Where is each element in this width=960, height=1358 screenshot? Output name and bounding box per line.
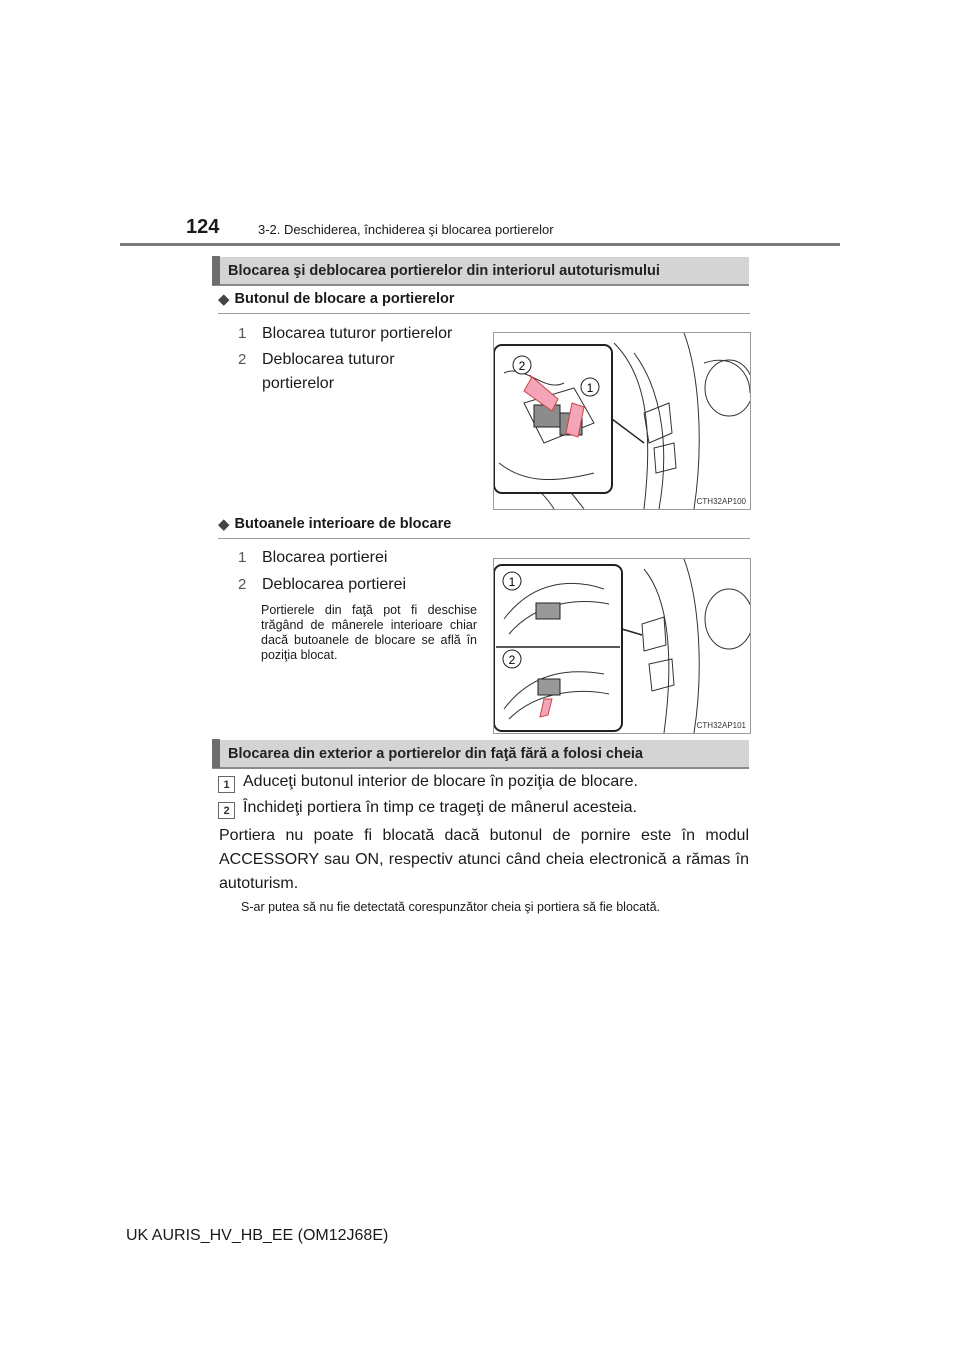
note-text: S-ar putea să nu fie detectată corespunzător cheia şi portiera să fie blocată. — [241, 900, 660, 914]
figure-lock-switch — [493, 332, 751, 510]
section-heading-outside-text: Blocarea din exterior a portierelor din faţă fără a folosi cheia — [228, 745, 643, 762]
list-item — [238, 546, 387, 570]
list-item — [238, 573, 406, 597]
section-title: 3-2. Deschiderea, închiderea şi blocarea portierelor — [258, 222, 554, 237]
list-item-text: Blocarea tuturor portierelor — [262, 325, 453, 342]
header-rule — [120, 243, 840, 246]
heading-marker — [212, 256, 220, 285]
step-number: 2 — [218, 802, 235, 819]
figure-code: CTH32AP100 — [696, 497, 746, 506]
step-text: Închideţi portiera în timp ce trageţi de mânerul acesteia. — [243, 799, 637, 816]
callout-number: 1 — [238, 325, 247, 342]
figure-code: CTH32AP101 — [696, 721, 746, 730]
footer-model: UK AURIS_HV_HB_EE (OM12J68E) — [126, 1227, 389, 1244]
subheading-lock-switch-text: Butonul de blocare a portierelor — [234, 291, 455, 307]
subheading-lock-buttons — [218, 515, 451, 533]
door-lock-switch-illustration — [494, 333, 750, 509]
callout-one-label: 1 — [508, 575, 516, 589]
list-item — [238, 322, 452, 346]
figure-lock-buttons — [493, 558, 751, 734]
step-text: Aduceţi butonul interior de blocare în poziţia de blocare. — [243, 773, 638, 790]
subheading-rule — [218, 313, 750, 314]
callout-two-label: 2 — [508, 653, 516, 667]
callout-number: 2 — [238, 351, 247, 368]
list-item — [238, 348, 395, 396]
callout-one-label: 1 — [586, 381, 594, 395]
callout-number: 2 — [238, 576, 247, 593]
diamond-bullet-icon: ◆ — [218, 516, 230, 533]
list-item-text: Deblocarea portierei — [262, 576, 407, 593]
step-number: 1 — [218, 776, 235, 793]
page-number: 124 — [186, 216, 220, 238]
note-text: Portierele din faţă pot fi deschise trăgând de mânerele interioare chiar dacă butoanele de blocare se află în poziţia blocat. — [261, 603, 477, 662]
heading-marker — [212, 739, 220, 768]
subheading-lock-switch — [218, 290, 455, 308]
section-heading-inside-text: Blocarea şi deblocarea portierelor din interiorul autoturismului — [228, 262, 660, 279]
section-heading-outside — [212, 740, 749, 769]
subheading-rule — [218, 538, 750, 539]
diamond-bullet-icon: ◆ — [218, 291, 230, 308]
list-item-text: Blocarea portierei — [262, 549, 388, 566]
body-paragraph: Portiera nu poate fi blocată dacă butonul de pornire este în modul ACCESSORY sau ON, respectiv atunci când cheia electronică a rămas în autoturism. — [219, 827, 749, 892]
list-item-text-continued: portierelor — [262, 375, 335, 392]
list-item-text: Deblocarea tuturor — [262, 351, 395, 368]
callout-two-label: 2 — [518, 359, 526, 373]
callout-number: 1 — [238, 549, 247, 566]
subheading-lock-buttons-text: Butoanele interioare de blocare — [234, 516, 452, 532]
section-heading-inside — [212, 257, 749, 286]
inside-lock-button-illustration — [494, 559, 750, 733]
